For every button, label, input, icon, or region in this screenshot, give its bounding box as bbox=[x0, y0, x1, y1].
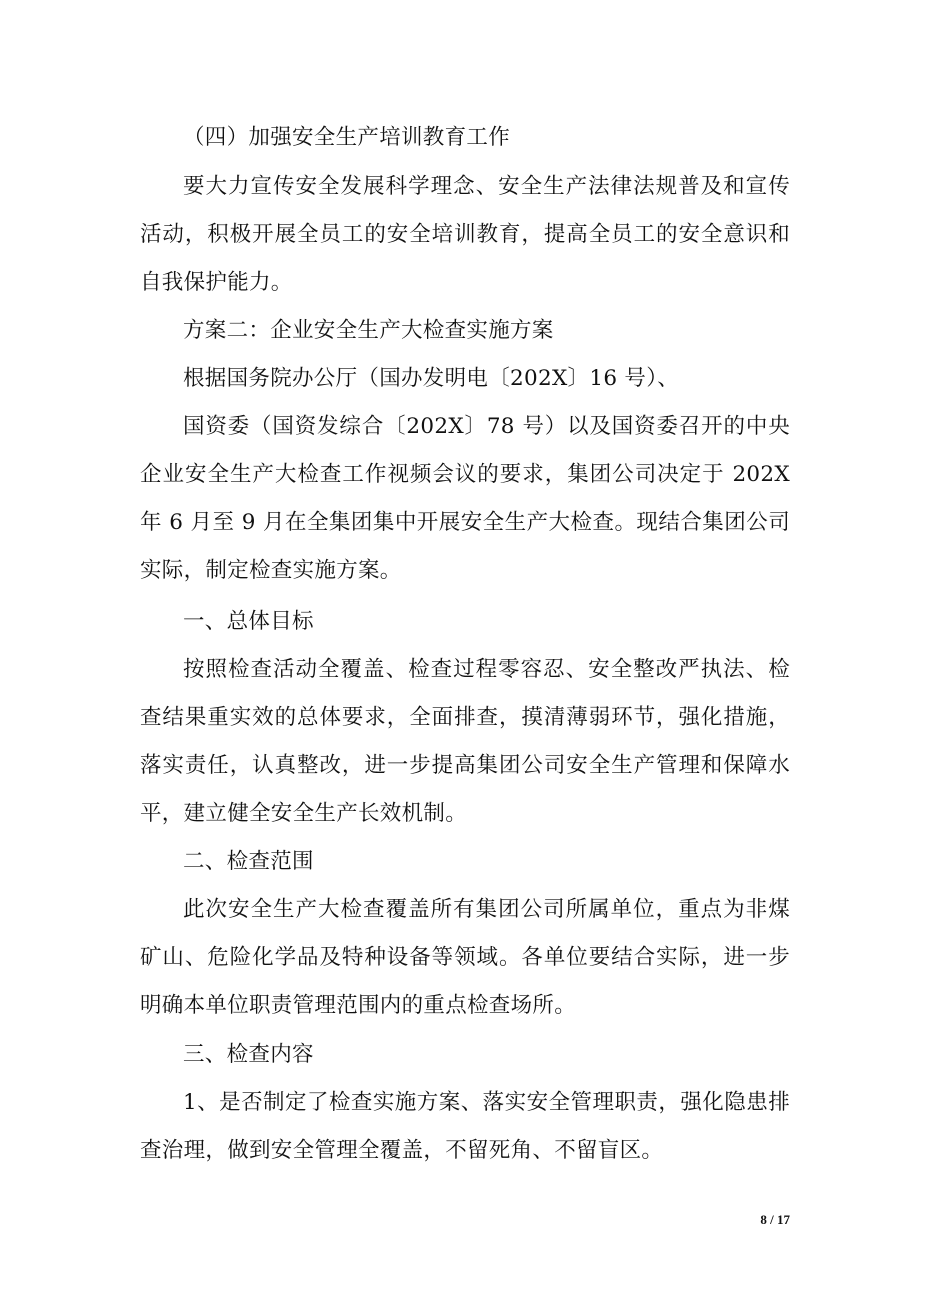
paragraph-scope-body: 此次安全生产大检查覆盖所有集团公司所属单位，重点为非煤矿山、危险化学品及特种设备等领域。各单位要结合实际，进一步明确本单位职责管理范围内的重点检查场所。 bbox=[140, 897, 790, 1018]
plan-two-title: 方案二：企业安全生产大检查实施方案 bbox=[183, 318, 554, 343]
section-heading-overall-goal: 一、总体目标 bbox=[183, 609, 314, 634]
page-number: 8 / 17 bbox=[760, 1212, 790, 1227]
paragraph-overall-goal-body: 按照检查活动全覆盖、检查过程零容忍、安全整改严执法、检查结果重实效的总体要求，全面排查，摸清薄弱环节，强化措施，落实责任，认真整改，进一步提高集团公司安全生产管理和保障水平，建立健全安全生产长效机制。 bbox=[140, 657, 790, 826]
paragraph-basis-sasac: 国资委（国资发综合〔202X〕78 号）以及国资委召开的中央企业安全生产大检查工作视频会议的要求，集团公司决定于 202X 年 6 月至 9 月在全集团集中开展安全生产大检查。现结合集团公司实际，制定检查实施方案。 bbox=[140, 414, 790, 583]
paragraph-content-item-1: 1、是否制定了检查实施方案、落实安全管理职责，强化隐患排查治理，做到安全管理全覆盖，不留死角、不留盲区。 bbox=[140, 1090, 790, 1163]
paragraph-training-body: 要大力宣传安全发展科学理念、安全生产法律法规普及和宣传活动，积极开展全员工的安全培训教育，提高全员工的安全意识和自我保护能力。 bbox=[140, 174, 790, 295]
section-heading-scope: 二、检查范围 bbox=[183, 849, 314, 874]
section-heading-training: （四）加强安全生产培训教育工作 bbox=[183, 125, 511, 150]
paragraph-basis-state-council: 根据国务院办公厅（国办发明电〔202X〕16 号）、 bbox=[183, 366, 680, 391]
section-heading-content: 三、检查内容 bbox=[183, 1042, 314, 1067]
